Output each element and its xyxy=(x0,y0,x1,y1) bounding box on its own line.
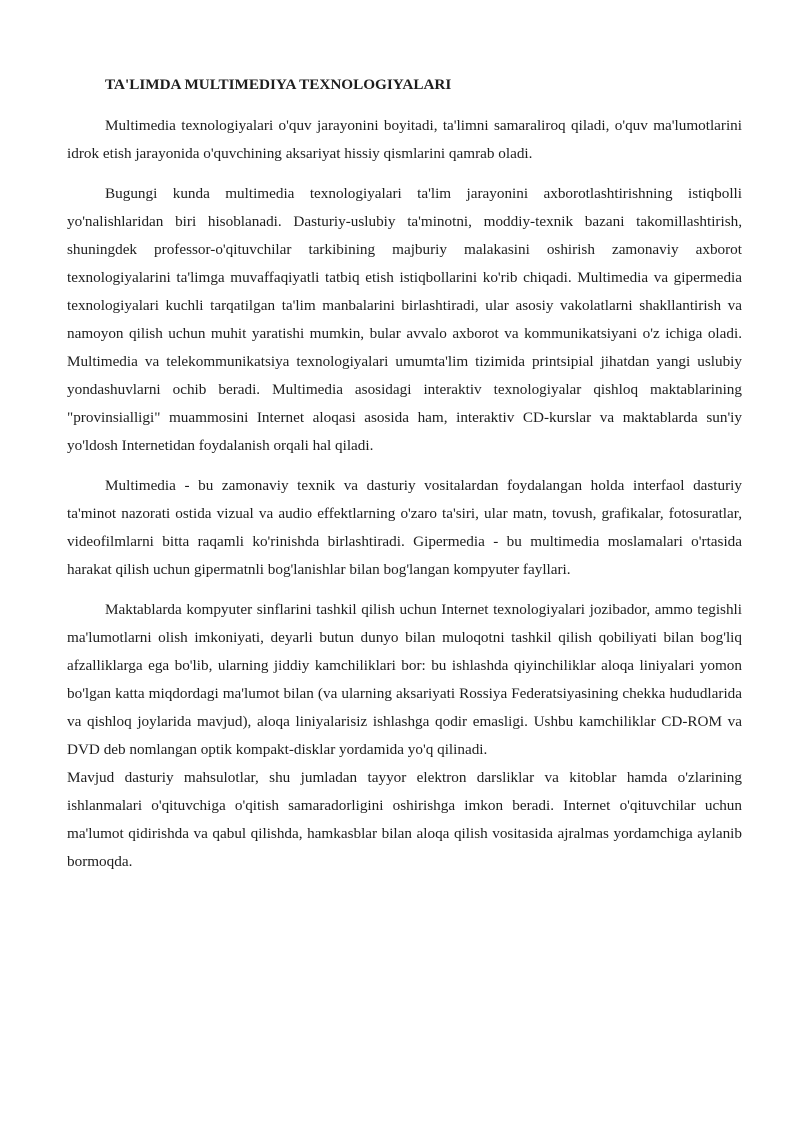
document-title: TA'LIMDA MULTIMEDIYA TEXNOLOGIYALARI xyxy=(105,76,452,93)
paragraph-2: Bugungi kunda multimedia texnologiyalari ta'lim jarayonini axborotlashtirishning istiqbolli yo'nalishlaridan biri hisoblanadi. Dasturiy-uslubiy ta'minotni, moddiy-texnik bazani takomillashtirish, shuningdek professor-o'qituvchilar tarkibining majburiy malakasini oshirish zamonaviy axborot texnologiyalarini ta'limga muvaffaqiyatli tatbiq etish istiqbollarini ko'rib chiqadi. Multimedia va gipermedia texnologiyalari kuchli tarqatilgan ta'lim manbalarini birlashtiradi, ular asosiy vakolatlarni shakllantirish va namoyon qilish uchun muhit yaratishi mumkin, bular avvalo axborot va kommunikatsiyani o'z ichiga oladi. Multimedia va telekommunikatsiya texnologiyalari umumta'lim tizimida printsipial jihatdan yangi uslubiy yondashuvlarni ochib beradi. Multimedia asosidagi interaktiv texnologiyalar qishloq maktablarining "provinsialligi" muammosini Internet aloqasi asosida ham, interaktiv CD-kurslar va maktablarda sun'iy yo'ldosh Internetidan foydalanish orqali hal qiladi. xyxy=(67,185,742,454)
document-body xyxy=(67,71,742,888)
paragraph-5: Mavjud dasturiy mahsulotlar, shu jumladan tayyor elektron darsliklar va kitoblar hamda o'zlarining ishlanmalari o'qituvchiga o'qitish samaradorligini oshirishga imkon beradi. Internet o'qituvchilar uchun ma'lumot qidirishda va qabul qilishda, hamkasblar bilan aloqa qilish vositasida ajralmas yordamchiga aylanib bormoqda. xyxy=(67,769,742,870)
paragraph-4: Maktablarda kompyuter sinflarini tashkil qilish uchun Internet texnologiyalari jozibador, ammo tegishli ma'lumotlarni olish imkoniyati, deyarli butun dunyo bilan muloqotni tashkil qilish qobiliyati bilan bog'liq afzalliklarga ega bo'lib, ularning jiddiy kamchiliklari bor: bu ishlashda qiyinchiliklar aloqa liniyalari yomon bo'lgan katta miqdordagi ma'lumot bilan (va ularning aksariyati Rossiya Federatsiyasining chekka hududlarida va qishloq joylarida mavjud), aloqa liniyalarisiz ishlashga qodir emasligi. Ushbu kamchiliklar CD-ROM va DVD deb nomlangan optik kompakt-disklar yordamida yo'q qilinadi. xyxy=(67,601,742,758)
paragraph-1: Multimedia texnologiyalari o'quv jarayonini boyitadi, ta'limni samaraliroq qiladi, o'quv ma'lumotlarini idrok etish jarayonida o'quvchining aksariyat hissiy qismlarini qamrab oladi. xyxy=(67,117,742,162)
paragraph-3: Multimedia - bu zamonaviy texnik va dasturiy vositalardan foydalangan holda interfaol dasturiy ta'minot nazorati ostida vizual va audio effektlarning o'zaro ta'siri, ular matn, tovush, grafikalar, fotosuratlar, videofilmlarni bitta raqamli ko'rinishda birlashtiradi. Gipermedia - bu multimedia moslamalari o'rtasida harakat qilish uchun gipermatnli bog'lanishlar bilan bog'langan kompyuter fayllari. xyxy=(67,477,742,578)
